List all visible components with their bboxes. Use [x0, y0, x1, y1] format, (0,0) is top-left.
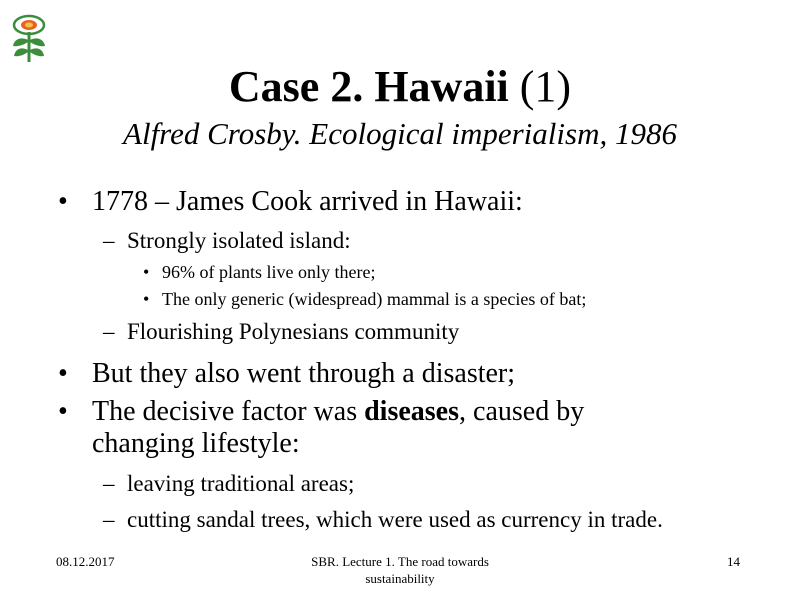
sub-sub-bullet-mammal: The only generic (widespread) mammal is a species of bat;	[162, 289, 587, 309]
bullet-cook-arrival: 1778 – James Cook arrived in Hawaii:	[92, 186, 523, 217]
bullet-disaster: But they also went through a disaster;	[92, 358, 516, 389]
dash-marker-3: –	[103, 471, 115, 496]
bullet-decisive-continuation: changing lifestyle:	[92, 428, 300, 459]
bullet-marker-3: •	[58, 396, 68, 427]
slide-title	[0, 62, 800, 112]
dash-marker-2: –	[103, 319, 115, 344]
sunflower-logo-icon	[10, 14, 48, 64]
bullet-diseases-bold: diseases	[364, 396, 460, 427]
bullet-marker-2: •	[58, 358, 68, 389]
slide-subtitle: Alfred Crosby. Ecological imperialism, 1986	[123, 116, 677, 151]
footer-lecture-line2: sustainability	[365, 571, 435, 586]
slide-title-bold: Case 2. Hawaii	[228, 62, 509, 111]
sub-sub-bullet-plants: 96% of plants live only there;	[162, 262, 376, 282]
sub-bullet-leaving-areas: leaving traditional areas;	[127, 471, 355, 496]
footer-page-number: 14	[727, 554, 740, 569]
dash-marker-4: –	[103, 507, 115, 532]
sub-sub-marker-2: •	[143, 289, 150, 309]
bullet-decisive-pre: The decisive factor was	[92, 396, 365, 427]
sub-bullet-polynesians: Flourishing Polynesians community	[127, 319, 460, 344]
sub-bullet-sandal-trees: cutting sandal trees, which were used as currency in trade.	[127, 507, 663, 532]
bullet-decisive-post: , caused by	[459, 396, 585, 427]
bullet-marker-1: •	[58, 186, 68, 217]
sub-sub-marker-1: •	[143, 262, 150, 282]
footer-lecture-line1: SBR. Lecture 1. The road towards	[311, 554, 489, 569]
footer-lecture-title	[250, 553, 550, 587]
slide-title-rest: (1)	[508, 62, 572, 111]
footer-date: 08.12.2017	[56, 554, 115, 569]
sub-bullet-isolated-island: Strongly isolated island:	[127, 228, 351, 253]
dash-marker-1: –	[103, 228, 115, 253]
bullet-decisive-factor	[92, 396, 584, 428]
